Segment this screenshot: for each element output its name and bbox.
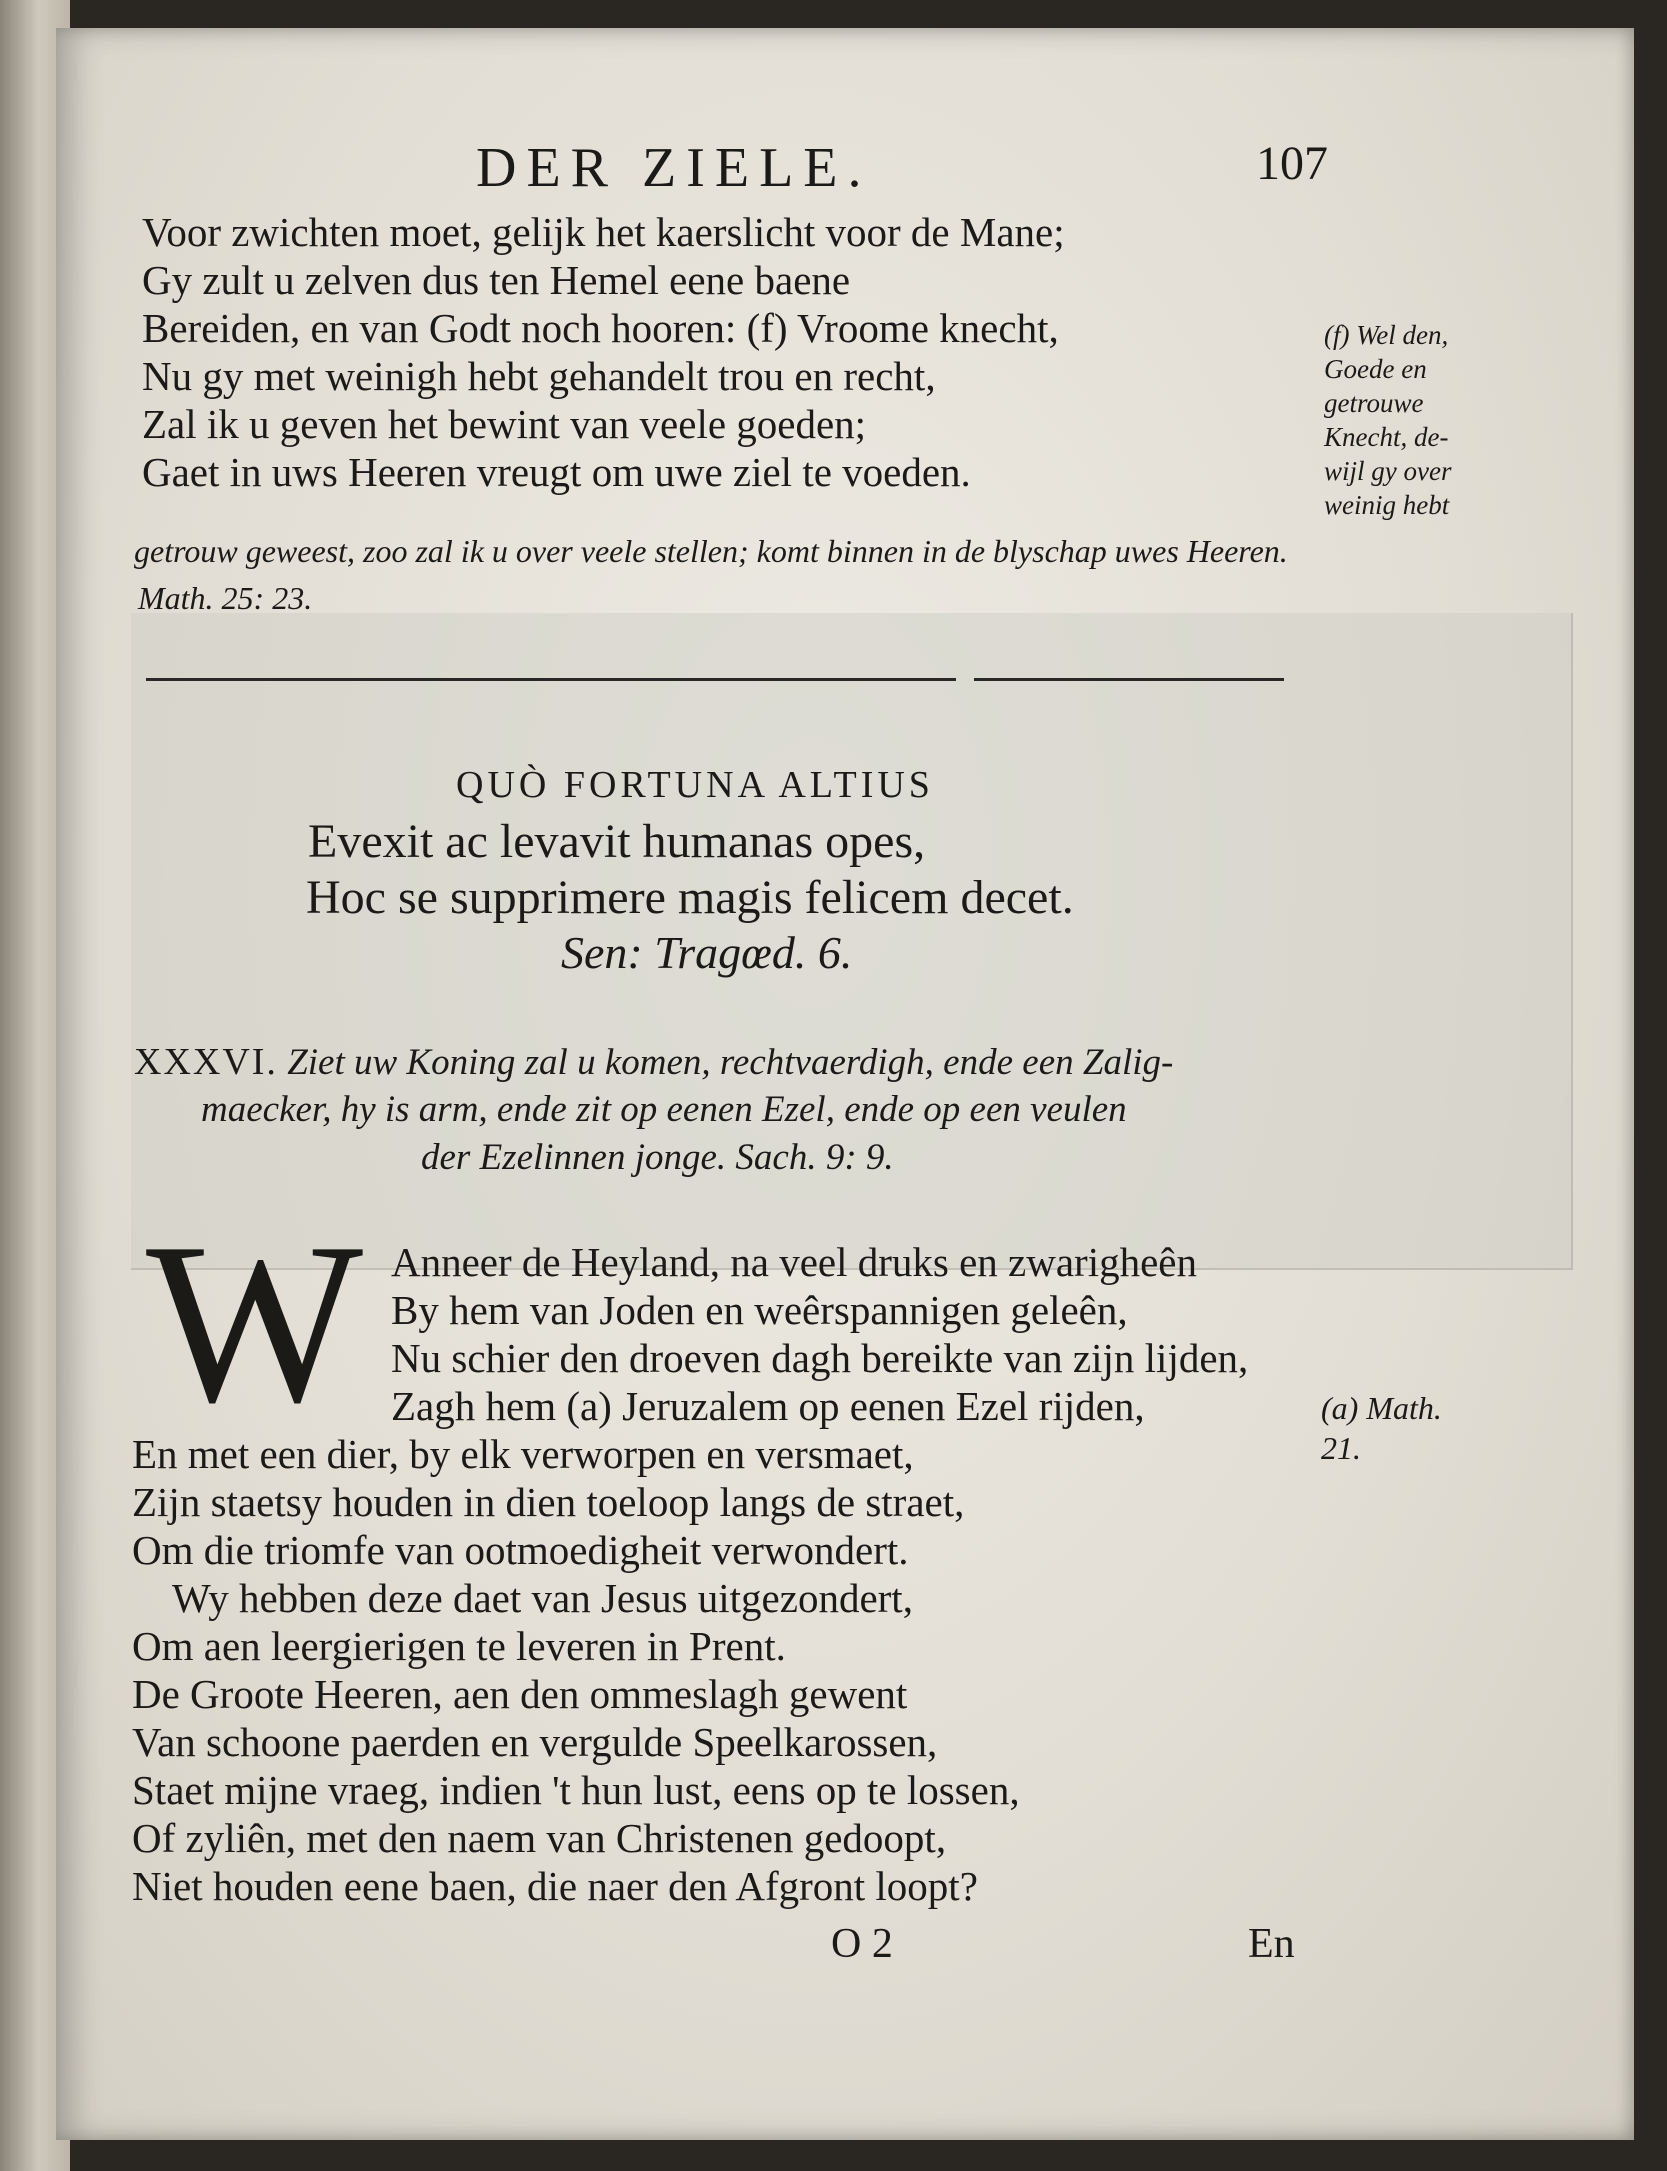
verse-line: Gy zult u zelven dus ten Hemel eene baene	[142, 257, 851, 303]
emblem-text: Ziet uw Koning zal u komen, rechtvaerdigh, ende een Zalig-	[287, 1042, 1174, 1083]
emblem-number: XXXVI.	[134, 1041, 278, 1083]
side-note-line: wijl gy over	[1324, 456, 1452, 486]
poem-line: Zagh hem (a) Jeruzalem op eenen Ezel rijden,	[391, 1383, 1145, 1429]
verse-line: Nu gy met weinigh hebt gehandelt trou en recht,	[142, 353, 936, 399]
side-note-line: Knecht, de-	[1324, 422, 1449, 452]
book-page	[56, 28, 1634, 2140]
verse-line: Gaet in uws Heeren vreugt om uwe ziel te voeden.	[142, 449, 971, 495]
emblem-scripture-line-3: der Ezelinnen jonge. Sach. 9: 9.	[421, 1137, 894, 1178]
poem-line: Van schoone paerden en vergulde Speelkarossen,	[132, 1719, 938, 1765]
poem-line: Anneer de Heyland, na veel druks en zwarigheên	[391, 1239, 1197, 1285]
drop-cap-initial: W	[146, 1195, 364, 1450]
side-note-line: 21.	[1321, 1430, 1361, 1466]
poem-line: Om aen leergierigen te leveren in Prent.	[132, 1623, 786, 1669]
catchword: En	[1248, 1921, 1295, 1967]
poem-line: Of zyliên, met den naem van Christenen gedoopt,	[132, 1815, 947, 1861]
poem-line: By hem van Joden en weêrspannigen geleên,	[391, 1287, 1128, 1333]
side-note-line: Goede en	[1324, 354, 1427, 384]
poem-line: Nu schier den droeven dagh bereikte van zijn lijden,	[391, 1335, 1249, 1381]
poem-line: Wy hebben deze daet van Jesus uitgezondert,	[172, 1575, 913, 1621]
running-title: DER ZIELE.	[476, 137, 872, 199]
verse-line: Voor zwichten moet, gelijk het kaerslicht voor de Mane;	[142, 209, 1065, 255]
side-note-line: (f) Wel den,	[1324, 320, 1449, 350]
side-note-f	[1324, 318, 1451, 522]
side-note-line: (a) Math.	[1321, 1390, 1442, 1426]
poem-line: Staet mijne vraeg, indien 't hun lust, eens op te lossen,	[132, 1767, 1020, 1813]
verse-line: Bereiden, en van Godt noch hooren: (f) Vroome knecht,	[142, 305, 1059, 351]
footnote-line-2: Math. 25: 23.	[138, 580, 313, 616]
signature-mark: O 2	[831, 1921, 893, 1967]
poem-line: De Groote Heeren, aen den ommeslagh gewent	[132, 1671, 908, 1717]
side-note-line: getrouwe	[1324, 388, 1424, 418]
section-divider-right	[974, 678, 1284, 681]
poem-indented-block	[391, 1238, 1248, 1430]
motto-citation: Sen: Tragœd. 6.	[561, 927, 853, 978]
side-note-a	[1321, 1388, 1442, 1468]
top-verse-block	[142, 208, 1065, 496]
poem-body-block	[132, 1430, 1020, 1910]
section-divider-left	[146, 678, 956, 681]
motto-heading: QUÒ FORTUNA ALTIUS	[456, 764, 934, 806]
side-note-line: weinig hebt	[1324, 490, 1450, 520]
footnote-line-1: getrouw geweest, zoo zal ik u over veele stellen; komt binnen in de blyschap uwes Heeren.	[134, 533, 1288, 569]
poem-line: Om die triomfe van ootmoedigheit verwondert.	[132, 1527, 909, 1573]
poem-line: En met een dier, by elk verworpen en versmaet,	[132, 1431, 914, 1477]
verse-line: Zal ik u geven het bewint van veele goeden;	[142, 401, 867, 447]
page-number: 107	[1256, 137, 1328, 190]
motto-line-2: Hoc se supprimere magis felicem decet.	[306, 871, 1074, 924]
poem-line: Zijn staetsy houden in dien toeloop langs de straet,	[132, 1479, 965, 1525]
poem-line: Niet houden eene baen, die naer den Afgront loopt?	[132, 1863, 978, 1909]
emblem-scripture-line-1	[134, 1038, 1173, 1087]
motto-line-1: Evexit ac levavit humanas opes,	[308, 815, 926, 868]
emblem-scripture-line-2: maecker, hy is arm, ende zit op eenen Ezel, ende op een veulen	[201, 1089, 1127, 1130]
